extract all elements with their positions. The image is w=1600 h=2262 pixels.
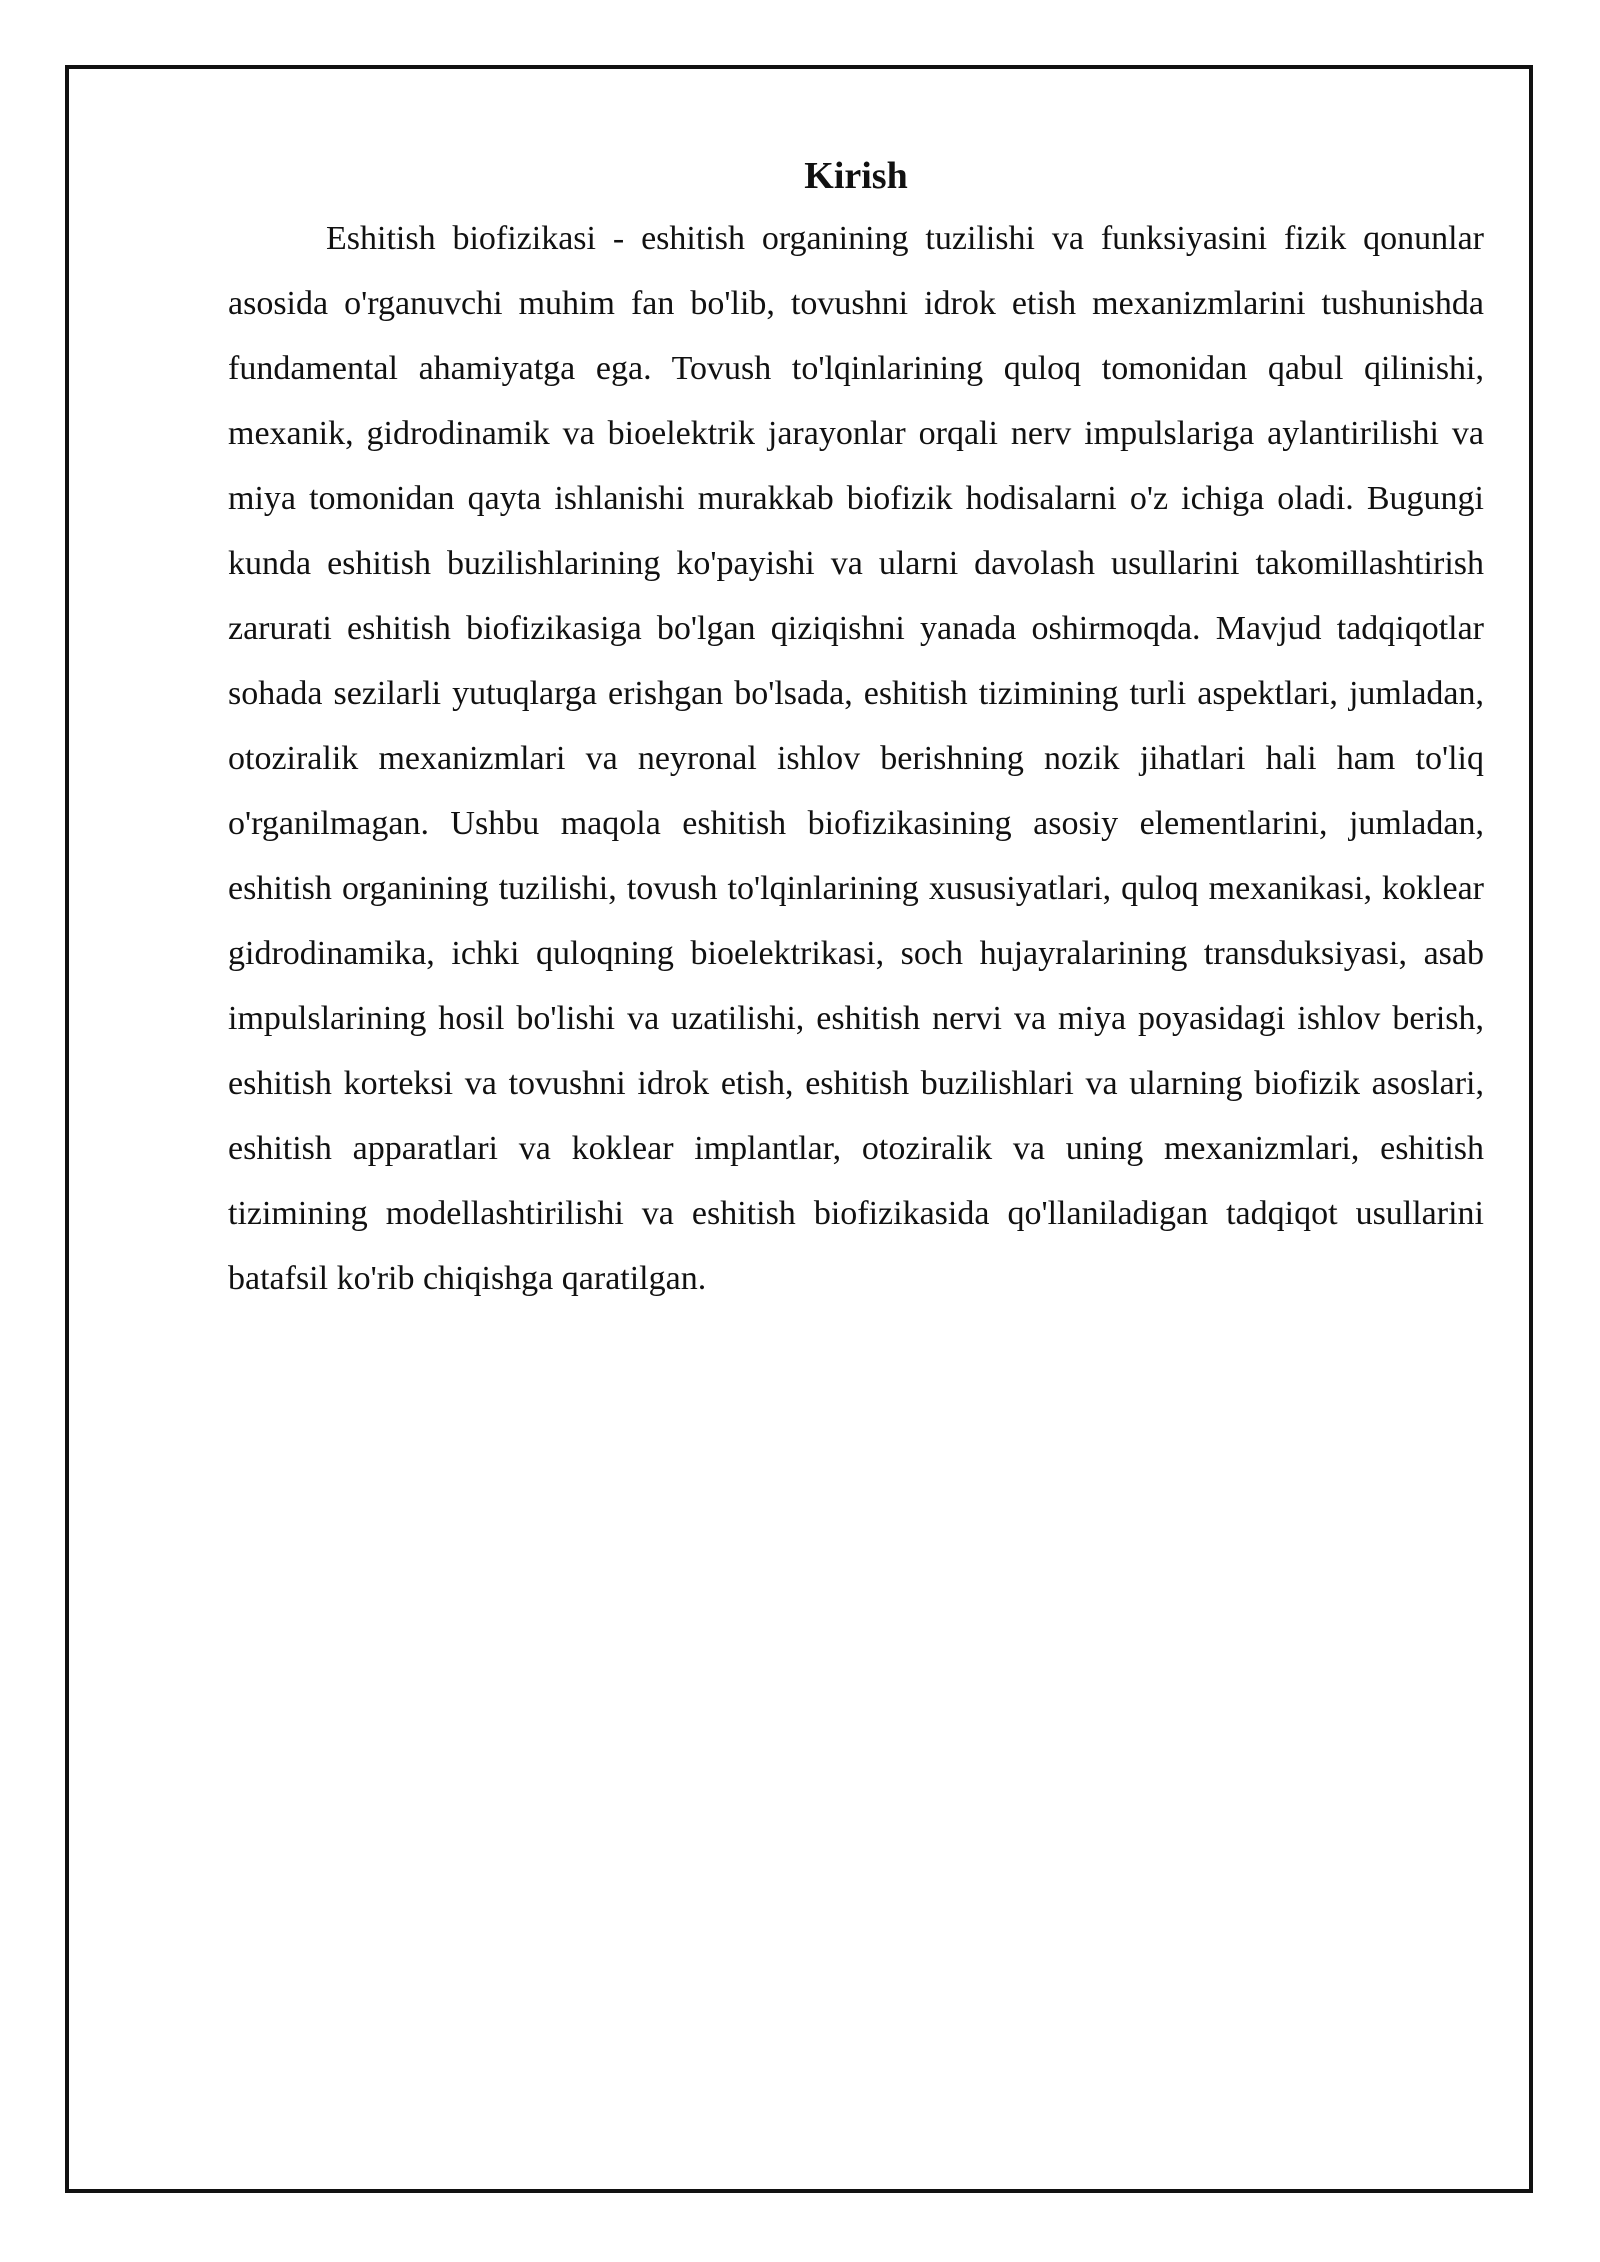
document-title: Kirish xyxy=(804,155,908,197)
document-body xyxy=(228,150,1484,1311)
intro-paragraph: Eshitish biofizikasi - eshitish organining tuzilishi va funksiyasini fizik qonunlar asosida o'rganuvchi muhim fan bo'lib, tovushni idrok etish mexanizmlarini tushunishda fundamental ahamiyatga ega. Tovush to'lqinlarining quloq tomonidan qabul qilinishi, mexanik, gidrodinamik va bioelektrik jarayonlar orqali nerv impulslariga aylantirilishi va miya tomonidan qayta ishlanishi murakkab biofizik hodisalarni o'z ichiga oladi. Bugungi kunda eshitish buzilishlarining ko'payishi va ularni davolash usullarini takomillashtirish zarurati eshitish biofizikasiga bo'lgan qiziqishni yanada oshirmoqda. Mavjud tadqiqotlar sohada sezilarli yutuqlarga erishgan bo'lsada, eshitish tizimining turli aspektlari, jumladan, otoziralik mexanizmlari va neyronal ishlov berishning nozik jihatlari hali ham to'liq o'rganilmagan. Ushbu maqola eshitish biofizikasining asosiy elementlarini, jumladan, eshitish organining tuzilishi, tovush to'lqinlarining xususiyatlari, quloq mexanikasi, koklear gidrodinamika, ichki quloqning bioelektrikasi, soch hujayralarining transduksiyasi, asab impulslarining hosil bo'lishi va uzatilishi, eshitish nervi va miya poyasidagi ishlov berish, eshitish korteksi va tovushni idrok etish, eshitish buzilishlari va ularning biofizik asoslari, eshitish apparatlari va koklear implantlar, otoziralik va uning mexanizmlari, eshitish tizimining modellashtirilishi va eshitish biofizikasida qo'llaniladigan tadqiqot usullarini batafsil ko'rib chiqishga qaratilgan. xyxy=(228,220,1484,1297)
